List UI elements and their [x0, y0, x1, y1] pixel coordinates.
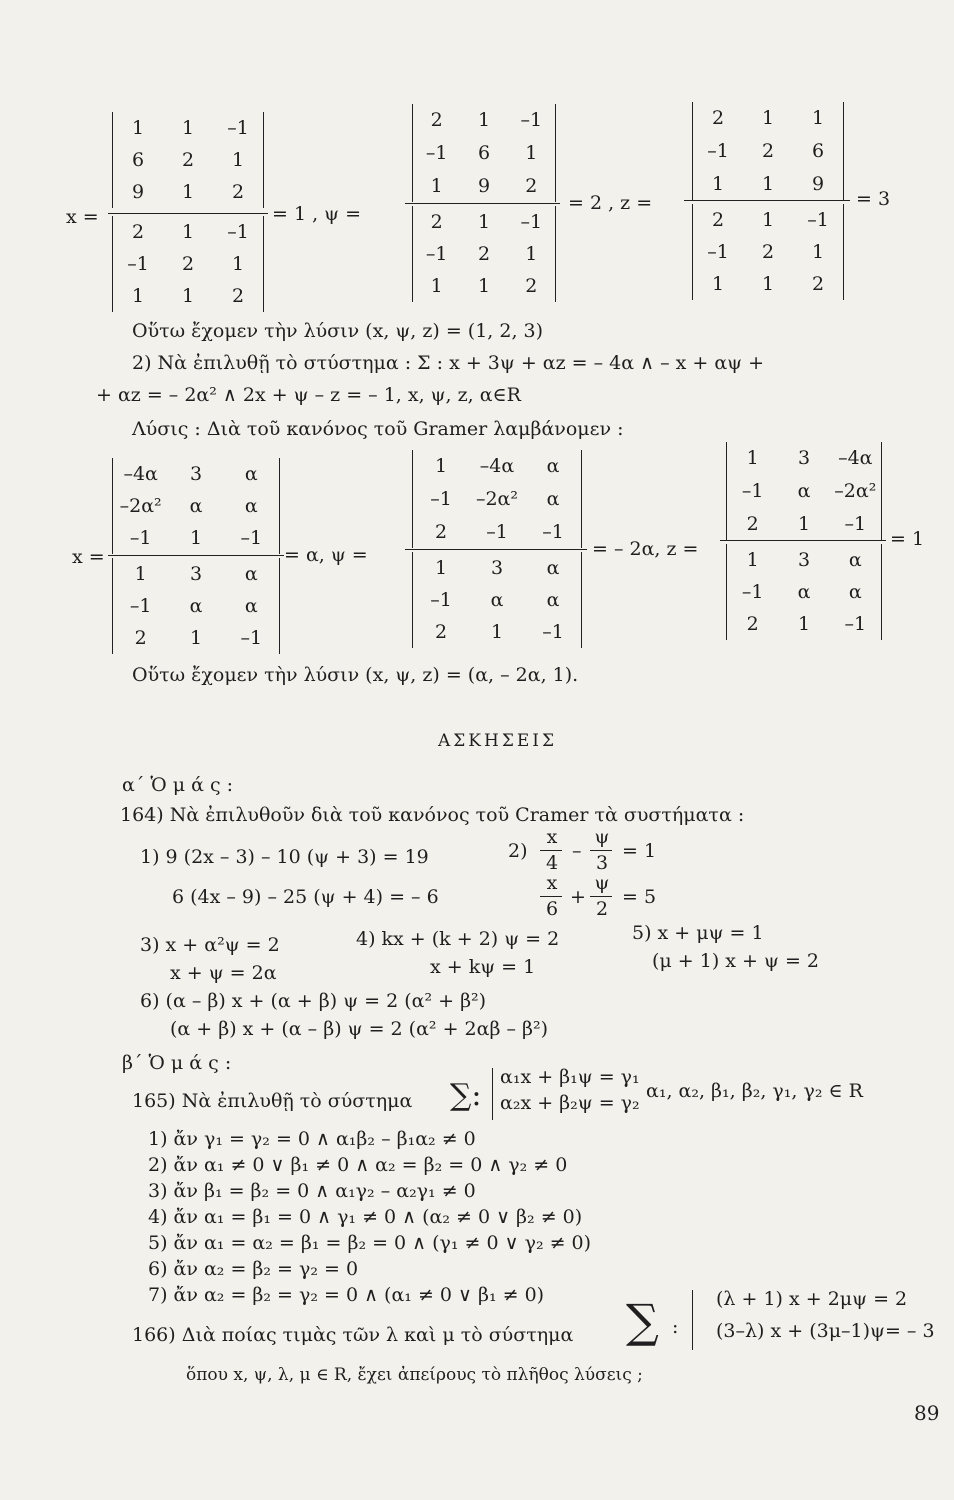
determinant-cell: 2	[231, 285, 245, 307]
determinant-cell: 1	[477, 211, 491, 233]
determinant-cell: α	[546, 589, 560, 611]
determinant-cell: 1	[134, 563, 147, 585]
eq2-z-fraction-line	[720, 540, 886, 541]
section-heading-askiseis: ΑΣΚΗΣΕΙΣ	[438, 731, 557, 751]
case-item: 3) ἄν β₁ = β₂ = 0 ∧ α₁γ₂ – α₂γ₁ ≠ 0	[148, 1180, 476, 1202]
determinant-cell: 2	[746, 512, 759, 535]
eq1-y-value: = 2 , z =	[568, 192, 653, 214]
determinant-row	[413, 275, 555, 297]
eq1-y-fraction-line	[405, 203, 560, 204]
determinant-cell: 3	[797, 549, 811, 571]
exercise-165: 165) Νὰ ἐπιλυθῇ τὸ σύστημα	[132, 1090, 413, 1112]
determinant-cell: 9	[477, 174, 491, 197]
determinant-cell: –2α²	[475, 488, 519, 510]
determinant-row	[693, 241, 843, 263]
determinant-cell: 1	[430, 275, 443, 297]
determinant-row	[113, 117, 263, 139]
eq1-z-fraction-line	[684, 200, 850, 201]
eq2-x-label: x =	[72, 546, 105, 568]
determinant-cell: α	[490, 589, 504, 611]
determinant-cell: 1	[797, 613, 811, 635]
ex164-2-6: 6	[545, 898, 559, 920]
determinant-cell: 2	[134, 627, 147, 649]
determinant-cell: –1	[741, 581, 764, 603]
determinant-cell: –1	[240, 527, 263, 549]
determinant-cell: 6	[131, 149, 145, 171]
determinant-cell: 1	[746, 447, 759, 470]
determinant-row	[113, 527, 279, 549]
problem-2-line-1: 2) Νὰ ἐπιλυθῇ τὸ στύστημα : Σ : x + 3ψ + αz = – 4α ∧ – x + αψ +	[132, 352, 765, 374]
determinant-cell: –1	[127, 253, 149, 275]
determinant-cell: –1	[844, 613, 867, 635]
determinant-row	[727, 447, 881, 469]
exercise-166: 166) Διὰ ποίας τιμὰς τῶν λ καὶ μ τὸ σύστημα	[132, 1324, 574, 1346]
determinant-cell: 2	[181, 149, 195, 171]
determinant-cell: 1	[434, 455, 448, 478]
determinant-cell: 1	[525, 243, 538, 265]
case-item: 6) ἄν α₂ = β₂ = γ₂ = 0	[148, 1258, 359, 1280]
eq2-z-numerator	[726, 442, 882, 540]
eq2-x-denominator	[112, 558, 280, 654]
ex164-2-x2: x	[546, 872, 558, 894]
determinant-cell: 1	[131, 285, 145, 307]
ex164-2-frac3	[540, 896, 562, 897]
case-item: 2) ἄν α₁ ≠ 0 ∨ β₁ ≠ 0 ∧ α₂ = β₂ = 0 ∧ γ₂ ≠ 0	[148, 1154, 568, 1176]
determinant-cell: –1	[430, 589, 452, 611]
determinant-row	[413, 557, 581, 579]
ex164-2-psi2: ψ	[594, 872, 610, 894]
determinant-row	[113, 595, 279, 617]
determinant-row	[113, 563, 279, 585]
determinant-row	[113, 627, 279, 649]
determinant-cell: –1	[520, 109, 543, 132]
determinant-row	[413, 521, 581, 543]
determinant-row	[727, 513, 881, 535]
determinant-cell: 2	[711, 107, 725, 130]
determinant-cell: –4α	[123, 463, 158, 485]
sigma-165: ∑:	[450, 1078, 482, 1113]
determinant-cell: –1	[129, 527, 152, 549]
determinant-cell: α	[797, 480, 811, 502]
determinant-cell: 2	[761, 241, 775, 263]
determinant-row	[413, 109, 555, 131]
determinant-cell: –2α²	[834, 480, 877, 502]
determinant-cell: 1	[189, 527, 203, 549]
determinant-cell: 3	[189, 563, 203, 585]
determinant-row	[727, 480, 881, 502]
determinant-row	[413, 142, 555, 164]
case-item: 5) ἄν α₁ = α₂ = β₁ = β₂ = 0 ∧ (γ₁ ≠ 0 ∨ γ₂ ≠ 0)	[148, 1232, 592, 1254]
ex164-1b: 6 (4x – 9) – 25 (ψ + 4) = – 6	[172, 886, 439, 908]
determinant-cell: 3	[189, 463, 203, 485]
eq2-y-numerator	[412, 450, 582, 548]
determinant-cell: 1	[131, 117, 145, 139]
determinant-row	[693, 107, 843, 129]
determinant-row	[113, 495, 279, 517]
determinant-cell: α	[244, 463, 258, 485]
determinant-cell: 2	[131, 221, 145, 243]
determinant-cell: 1	[189, 627, 203, 649]
determinant-cell: 2	[761, 140, 775, 162]
determinant-cell: α	[848, 549, 862, 571]
determinant-cell: –1	[227, 117, 249, 139]
determinant-row	[413, 589, 581, 611]
eq2-x-value: = α, ψ =	[284, 544, 368, 566]
determinant-cell: 1	[181, 117, 195, 139]
determinant-cell: –1	[240, 627, 263, 649]
eq2-y-denominator	[412, 552, 582, 648]
eq2-x-numerator	[112, 458, 280, 554]
sigma-166-colon: :	[672, 1316, 679, 1338]
ex164-5b: (μ + 1) x + ψ = 2	[652, 950, 820, 972]
determinant-cell: 1	[811, 241, 825, 263]
eq1-y-denominator	[412, 206, 556, 302]
determinant-cell: 2	[231, 181, 245, 203]
ex164-6a: 6) (α – β) x + (α + β) ψ = 2 (α² + β²)	[140, 990, 487, 1012]
determinant-row	[113, 463, 279, 485]
determinant-cell: –1	[227, 221, 249, 243]
determinant-cell: –1	[741, 480, 764, 502]
determinant-cell: –4α	[838, 447, 873, 470]
determinant-cell: 3	[797, 447, 811, 470]
determinant-row	[693, 209, 843, 231]
determinant-cell: 3	[490, 557, 504, 579]
ex164-4b: x + kψ = 1	[430, 956, 536, 978]
system-165-eq2: α₂x + β₂ψ = γ₂	[500, 1092, 640, 1114]
determinant-row	[113, 181, 263, 203]
determinant-cell: α	[244, 595, 258, 617]
eq2-z-value: = 1	[890, 528, 925, 550]
determinant-cell: 2	[430, 109, 443, 132]
determinant-row	[693, 273, 843, 295]
ex164-2-label: 2)	[508, 840, 528, 862]
determinant-cell: 1	[797, 512, 811, 535]
problem-2-line-2: + αz = – 2α² ∧ 2x + ψ – z = – 1, x, ψ, z, α∈R	[96, 384, 521, 406]
page-number: 89	[914, 1401, 940, 1425]
ex164-2-3: 3	[595, 852, 609, 874]
determinant-cell: 1	[761, 172, 775, 195]
determinant-cell: 1	[181, 285, 195, 307]
determinant-cell: α	[797, 581, 811, 603]
determinant-row	[113, 149, 263, 171]
determinant-cell: 9	[811, 172, 825, 195]
ex164-2-frac2	[590, 850, 612, 851]
solution-2: Οὕτω ἔχομεν τὴν λύσιν (x, ψ, z) = (α, – 2α, 1).	[132, 664, 579, 686]
determinant-cell: 2	[746, 613, 759, 635]
determinant-cell: α	[244, 495, 258, 517]
determinant-row	[693, 140, 843, 162]
ex164-2-frac4	[590, 896, 612, 897]
determinant-cell: 1	[434, 557, 448, 579]
ex164-2-psi: ψ	[594, 826, 610, 848]
eq1-x-fraction-line	[108, 213, 268, 214]
determinant-row	[727, 613, 881, 635]
eq1-z-denominator	[692, 204, 844, 300]
determinant-row	[413, 211, 555, 233]
solution-1: Οὕτω ἔχομεν τὴν λύσιν (x, ψ, z) = (1, 2, 3)	[132, 320, 544, 342]
eq2-y-fraction-line	[405, 549, 587, 550]
determinant-row	[413, 621, 581, 643]
determinant-row	[113, 253, 263, 275]
ex164-5a: 5) x + μψ = 1	[632, 922, 764, 944]
determinant-cell: 2	[434, 621, 448, 643]
eq1-x-denominator	[112, 216, 264, 312]
determinant-cell: –1	[707, 140, 729, 162]
ex164-2-2: 2	[595, 898, 609, 920]
determinant-cell: –1	[707, 241, 729, 263]
determinant-cell: –1	[430, 488, 452, 510]
determinant-cell: α	[546, 455, 560, 478]
determinant-cell: 1	[477, 275, 491, 297]
determinant-row	[413, 488, 581, 510]
determinant-row	[693, 173, 843, 195]
determinant-cell: –2α²	[119, 495, 162, 517]
determinant-cell: 6	[811, 140, 825, 162]
determinant-cell: –1	[807, 209, 829, 231]
determinant-cell: 2	[811, 273, 825, 295]
determinant-cell: 2	[525, 174, 538, 197]
determinant-row	[727, 581, 881, 603]
determinant-cell: 1	[181, 181, 195, 203]
determinant-row	[727, 549, 881, 571]
determinant-cell: α	[189, 595, 203, 617]
determinant-cell: α	[189, 495, 203, 517]
ex164-6b: (α + β) x + (α – β) ψ = 2 (α² + 2αβ – β²)	[170, 1018, 549, 1040]
determinant-cell: 1	[761, 273, 775, 295]
determinant-cell: 1	[525, 142, 538, 164]
determinant-cell: 1	[746, 549, 759, 571]
ex164-2-frac1	[540, 850, 562, 851]
system-166-bracket	[692, 1290, 693, 1350]
determinant-cell: 1	[477, 109, 491, 132]
eq1-x-value: = 1 , ψ =	[272, 203, 362, 225]
determinant-cell: 2	[434, 520, 448, 543]
determinant-cell: 2	[477, 243, 491, 265]
determinant-cell: 1	[711, 273, 725, 295]
determinant-cell: –1	[542, 520, 564, 543]
system-165-params: α₁, α₂, β₁, β₂, γ₁, γ₂ ∈ R	[646, 1080, 863, 1102]
determinant-row	[113, 221, 263, 243]
case-item: 1) ἄν γ₁ = γ₂ = 0 ∧ α₁β₂ – β₁α₂ ≠ 0	[148, 1128, 476, 1150]
determinant-cell: α	[848, 581, 862, 603]
eq1-x-numerator	[112, 112, 264, 208]
ex164-4a: 4) kx + (k + 2) ψ = 2	[356, 928, 560, 950]
determinant-cell: 9	[131, 181, 145, 203]
exercise-166-continuation: ὅπου x, ψ, λ, μ ∈ R, ἔχει ἀπείρους τὸ πλῆθος λύσεις ;	[186, 1365, 643, 1385]
system-166-eq2: (3–λ) x + (3μ–1)ψ= – 3	[716, 1320, 935, 1342]
eq1-z-numerator	[692, 102, 844, 200]
determinant-cell: 1	[430, 174, 443, 197]
determinant-cell: –1	[425, 243, 448, 265]
lysis-2: Λύσις : Διὰ τοῦ κανόνος τοῦ Gramer λαμβάνομεν :	[132, 418, 624, 440]
ex164-2-eq2: = 5	[622, 886, 657, 908]
determinant-cell: –1	[425, 142, 448, 164]
ex164-2-4: 4	[545, 852, 559, 874]
determinant-row	[413, 243, 555, 265]
system-165-eq1: α₁x + β₁ψ = γ₁	[500, 1066, 640, 1088]
determinant-cell: 1	[490, 621, 504, 643]
determinant-row	[113, 285, 263, 307]
determinant-cell: α	[244, 563, 258, 585]
determinant-cell: 1	[761, 107, 775, 130]
eq1-z-value: = 3	[856, 188, 891, 210]
system-165-bracket	[492, 1068, 493, 1120]
determinant-cell: 2	[525, 275, 538, 297]
eq2-z-denominator	[726, 544, 882, 640]
determinant-cell: 1	[231, 253, 245, 275]
ex164-1a: 1) 9 (2x – 3) – 10 (ψ + 3) = 19	[140, 846, 429, 868]
ex164-2-plus: +	[570, 886, 586, 908]
determinant-cell: 1	[231, 149, 245, 171]
determinant-cell: 2	[711, 209, 725, 231]
sigma-166: ∑	[626, 1294, 659, 1348]
eq2-x-fraction-line	[108, 555, 284, 556]
determinant-cell: 2	[430, 211, 443, 233]
determinant-row	[413, 455, 581, 477]
determinant-cell: –4α	[479, 455, 515, 478]
eq1-y-numerator	[412, 104, 556, 202]
determinant-cell: –1	[520, 211, 543, 233]
ex164-3a: 3) x + α²ψ = 2	[140, 934, 280, 956]
determinant-cell: 6	[477, 142, 491, 164]
group-b-heading: β΄ Ὁ μ ά ς :	[122, 1052, 232, 1074]
determinant-cell: 1	[761, 209, 775, 231]
eq1-x-label: x =	[66, 206, 99, 228]
ex164-2-x: x	[546, 826, 558, 848]
determinant-cell: α	[546, 557, 560, 579]
case-item: 7) ἄν α₂ = β₂ = γ₂ = 0 ∧ (α₁ ≠ 0 ∨ β₁ ≠ 0)	[148, 1284, 545, 1306]
ex164-2-minus: –	[572, 840, 582, 862]
determinant-cell: 1	[811, 107, 825, 130]
determinant-cell: –1	[486, 520, 508, 543]
ex164-2-eq1: = 1	[622, 840, 657, 862]
determinant-row	[413, 175, 555, 197]
determinant-cell: 2	[181, 253, 195, 275]
determinant-cell: 1	[711, 172, 725, 195]
case-item: 4) ἄν α₁ = β₁ = 0 ∧ γ₁ ≠ 0 ∧ (α₂ ≠ 0 ∨ β₂ ≠ 0)	[148, 1206, 583, 1228]
system-166-eq1: (λ + 1) x + 2μψ = 2	[716, 1288, 908, 1310]
determinant-cell: –1	[844, 512, 867, 535]
determinant-cell: α	[546, 488, 560, 510]
determinant-cell: –1	[129, 595, 152, 617]
determinant-cell: 1	[181, 221, 195, 243]
exercise-164: 164) Νὰ ἐπιλυθοῦν διὰ τοῦ κανόνος τοῦ Cramer τὰ συστήματα :	[120, 804, 745, 826]
ex164-3b: x + ψ = 2α	[170, 962, 277, 984]
eq2-y-value: = – 2α, z =	[592, 538, 699, 560]
group-a-heading: α΄ Ὁ μ ά ς :	[122, 774, 234, 796]
determinant-cell: –1	[542, 621, 564, 643]
